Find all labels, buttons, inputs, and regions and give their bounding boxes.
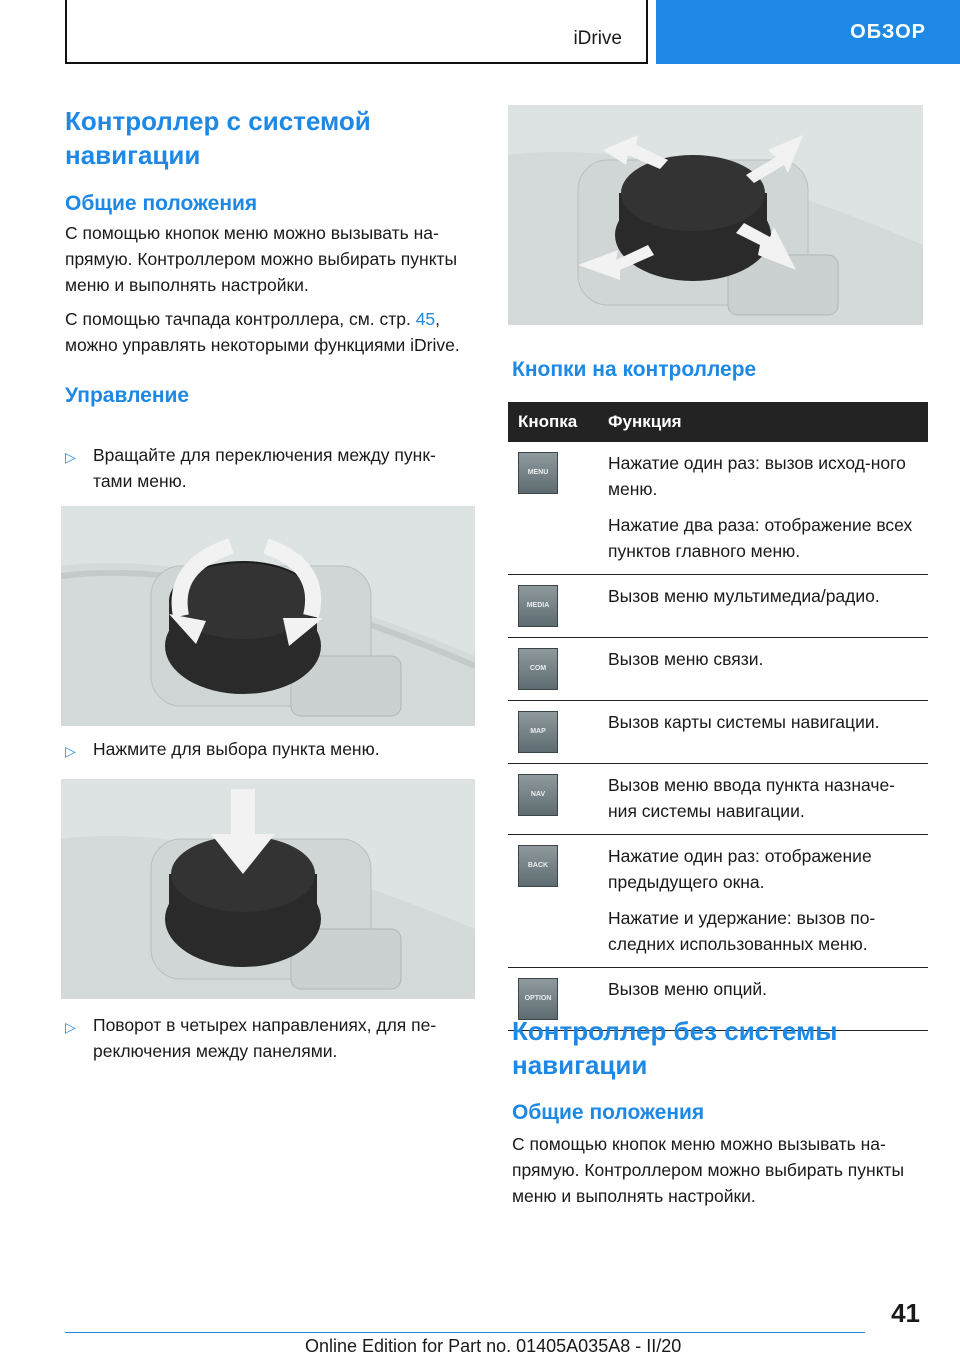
table-row — [508, 442, 928, 575]
option-button-icon: OPTION — [518, 978, 558, 1020]
back-button-icon: BACK — [518, 845, 558, 887]
map-button-icon: MAP — [518, 711, 558, 753]
buttons-heading: Кнопки на контроллере — [512, 358, 757, 381]
buttons-table-wrap — [508, 402, 928, 1031]
controller-press-image — [61, 779, 475, 999]
header-box — [65, 0, 648, 64]
bullet-press: ▷ Нажмите для выбора пункта меню. — [65, 736, 475, 764]
section-title: Контроллер с системой навигации — [65, 106, 371, 170]
left-column — [65, 104, 475, 410]
function-text: Вызов меню связи. — [608, 649, 764, 669]
triangle-icon: ▷ — [65, 743, 76, 759]
function-text: Нажатие и удержание: вызов по-следних использованных меню. — [608, 908, 876, 954]
controller-rotate-image — [61, 506, 475, 726]
page-link[interactable]: 45 — [415, 309, 436, 329]
table-row — [508, 575, 928, 638]
col-header-function: Функция — [598, 402, 928, 442]
edition-text: Online Edition for Part no. 01405A035A8 - II/20 — [305, 1336, 682, 1356]
table-row — [508, 638, 928, 701]
buttons-table — [508, 402, 928, 1031]
no-nav-paragraph: С помощью кнопок меню можно вызывать на-прямую. Контроллером можно выбирать пункты меню и выполнять настройки. — [512, 1134, 905, 1206]
header-section: iDrive — [573, 28, 622, 49]
footer-divider — [65, 1332, 865, 1333]
function-text: Нажатие один раз: отображение предыдущего окна. — [608, 846, 872, 892]
function-text: Нажатие один раз: вызов исход-ного меню. — [608, 453, 906, 499]
general-paragraph: С помощью кнопок меню можно вызывать на-прямую. Контроллером можно выбирать пункты меню и выполнять настройки. — [65, 223, 458, 295]
col-header-button: Кнопка — [508, 402, 598, 442]
control-heading: Управление — [65, 384, 190, 407]
function-text: Нажатие два раза: отображение всех пунктов главного меню. — [608, 515, 913, 561]
no-nav-general-heading: Общие положения — [512, 1101, 705, 1124]
general-heading: Общие положения — [65, 192, 258, 215]
function-text: Вызов карты системы навигации. — [608, 712, 880, 732]
nav-button-icon: NAV — [518, 774, 558, 816]
com-button-icon: COM — [518, 648, 558, 690]
controller-tilt-image — [508, 105, 923, 325]
menu-button-icon: MENU — [518, 452, 558, 494]
function-text: Вызов меню мультимедиа/радио. — [608, 586, 880, 606]
table-row — [508, 835, 928, 968]
bullet-tilt: ▷ Поворот в четырех направлениях, для пе-реключения между панелями. — [65, 1012, 475, 1064]
function-text: Вызов меню опций. — [608, 979, 768, 999]
triangle-icon: ▷ — [65, 449, 76, 465]
page-number: 41 — [891, 1298, 920, 1328]
touchpad-paragraph: С помощью тачпада контроллера, см. стр. 45, можно управлять некоторыми функциями iDrive. — [65, 309, 460, 355]
header-chapter: ОБЗОР — [656, 0, 960, 64]
no-nav-title: Контроллер без системы навигации — [512, 1016, 838, 1080]
function-text: Вызов меню ввода пункта назначе-ния системы навигации. — [608, 775, 896, 821]
triangle-icon: ▷ — [65, 1019, 76, 1035]
table-row — [508, 701, 928, 764]
table-row — [508, 764, 928, 835]
media-button-icon: MEDIA — [518, 585, 558, 627]
bullet-rotate: ▷ Вращайте для переключения между пунк-тами меню. — [65, 442, 475, 494]
